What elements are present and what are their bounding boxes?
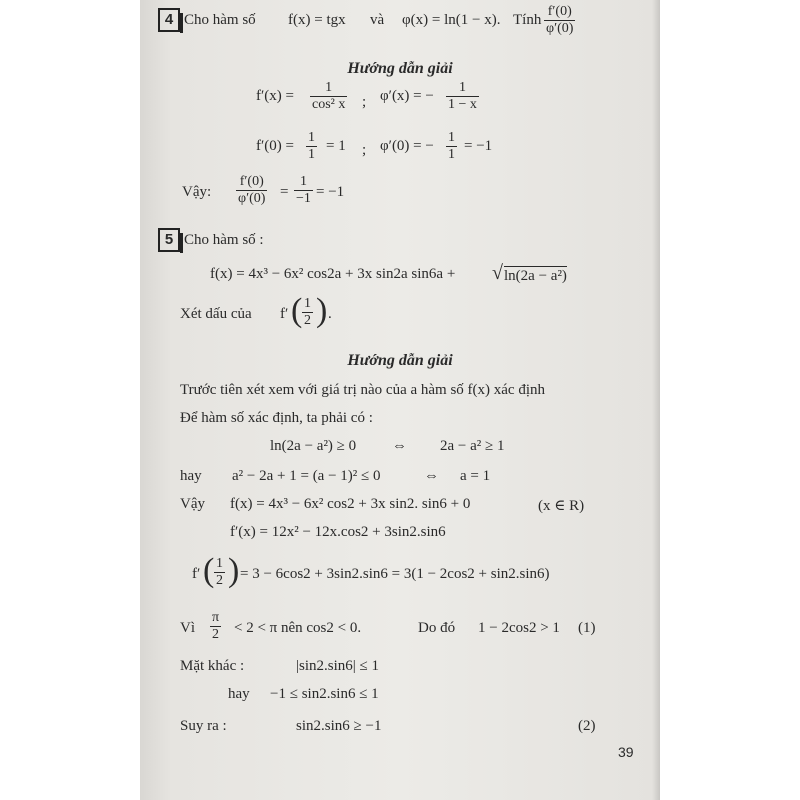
ex4-ratio [544,4,575,37]
ex4-therefore: Vậy: [182,184,212,200]
ex5-pi-num: π [212,610,220,625]
ex5-fprime-x: f′(x) = 12x² − 12x.cos2 + 3sin2.sin6 [230,524,446,540]
ex5-half-fraction-2 [214,556,225,589]
ex5-suy-ra: Suy ra : [180,718,227,734]
ex5-do-do: Do đó [418,620,456,636]
ex5-period: . [328,306,332,322]
ex5-fhalf-rhs: = 3 − 6cos2 + 3sin2.sin6 = 3(1 − 2cos2 + sin2.sin6) [240,566,550,582]
ex5-pi-den: 2 [210,626,221,643]
ex4-result-ratio [236,174,267,207]
ex4-result-equals: = [280,184,289,200]
ex5-final: sin2.sin6 ≥ −1 [296,718,382,734]
ex4-intro: Cho hàm số [184,12,256,28]
ex4-and: và [370,12,385,28]
ex5-condition-4: a = 1 [460,468,491,484]
ex5-half-num-2: 1 [216,556,223,571]
ex5-abs-inequality: |sin2.sin6| ≤ 1 [296,658,379,674]
ex5-inequality-1: 1 − 2cos2 > 1 [478,620,560,636]
ex4-result-frac-den: −1 [296,191,311,206]
ex4-fprime-den: cos² x [312,97,346,112]
ex4-phiprime-den: 1 − x [448,97,477,112]
ex5-fprime: f′ [280,306,289,322]
ex5-half-fraction [302,296,313,329]
ex4-f0-num: 1 [308,130,315,145]
ex4-f0-lhs: f′(0) = [256,138,294,154]
ex4-result-fraction [294,174,313,207]
ex5-half-num: 1 [304,296,311,311]
ex4-fprime-fraction [310,80,347,113]
ex5-condition-3: a² − 2a + 1 = (a − 1)² ≤ 0 [232,468,381,484]
ex4-result-num: f′(0) [239,174,264,189]
exercise-number-box: 4 [158,8,180,32]
ex4-ratio-denominator: φ′(0) [546,21,574,36]
ex4-result-rhs: = −1 [316,184,345,200]
ex5-consider: Xét dấu của [180,306,252,322]
ex5-tag-2: (2) [578,718,596,734]
ex5-hay: hay [180,468,202,484]
ex4-f0-den: 1 [308,147,315,162]
ex4-f-definition: f(x) = tgx [288,12,346,28]
ex5-tag-1: (1) [578,620,596,636]
page-number: 39 [618,744,634,760]
ex5-condition-2: 2a − a² ≥ 1 [440,438,505,454]
book-page [140,0,660,800]
ex5-hay-2: hay [228,686,250,702]
ex4-phiprime-lhs: φ′(x) = − [380,88,434,104]
ex5-range: −1 ≤ sin2.sin6 ≤ 1 [270,686,379,702]
ex5-vi-inequality: < 2 < π nên cos2 < 0. [234,620,362,636]
ex4-phi0-lhs: φ′(0) = − [380,138,434,154]
ex4-f0-fraction [306,130,317,163]
right-paren-icon: ) [228,552,240,589]
ex4-f0-rhs: = 1 [326,138,346,154]
exercise-number-box: 5 [158,228,180,252]
ex5-vay: Vậy [180,496,205,512]
ex4-phiprime-fraction [446,80,479,113]
ex5-condition-1: ln(2a − a²) ≥ 0 [270,438,357,454]
page-edge-shadow [652,0,660,800]
ex4-phi0-rhs: = −1 [464,138,493,154]
ex4-ratio-numerator: f′(0) [547,4,572,19]
ex5-domain: (x ∈ R) [538,498,585,514]
ex5-solution-heading: Hướng dẫn giải [347,352,453,369]
right-paren-icon: ) [316,292,328,329]
ex4-phi-definition: φ(x) = ln(1 − x). [402,12,501,28]
ex5-function: f(x) = 4x³ − 6x² cos2a + 3x sin2a sin6a + [210,266,456,282]
ex4-fprime-lhs: f′(x) = [256,88,294,104]
ex5-half-den-2: 2 [216,573,223,588]
ex5-sqrt-argument: ln(2a − a²) [504,268,567,284]
left-paren-icon: ( [203,552,215,589]
ex4-separator-1: ; [362,94,367,110]
iff-icon: ⇔ [392,438,407,454]
ex5-pi-half [210,610,221,643]
ex4-result-den: φ′(0) [238,191,266,206]
ex5-fprime-half: f′ [192,566,201,582]
ex4-phiprime-num: 1 [458,80,466,95]
left-paren-icon: ( [291,292,303,329]
ex4-fprime-num: 1 [325,80,333,95]
sqrt-icon: √ [492,262,503,284]
ex5-line1: Trước tiên xét xem với giá trị nào của a hàm số f(x) xác định [180,382,546,398]
ex5-intro: Cho hàm số : [184,232,264,248]
ex5-f-substituted: f(x) = 4x³ − 6x² cos2 + 3x sin2. sin6 + 0 [230,496,471,512]
ex5-mat-khac: Mặt khác : [180,658,245,674]
ex4-phi0-den: 1 [448,147,455,162]
ex4-find: Tính [513,12,542,28]
ex4-phi0-fraction [446,130,457,163]
iff-icon: ⇔ [424,468,439,484]
ex5-line2: Để hàm số xác định, ta phải có : [180,410,373,426]
ex5-half-den: 2 [304,313,311,328]
ex4-separator-2: ; [362,142,367,158]
ex5-vi: Vì [180,620,195,636]
ex4-result-frac-num: 1 [299,174,307,189]
ex4-solution-heading: Hướng dẫn giải [347,60,453,77]
ex4-phi0-num: 1 [448,130,455,145]
